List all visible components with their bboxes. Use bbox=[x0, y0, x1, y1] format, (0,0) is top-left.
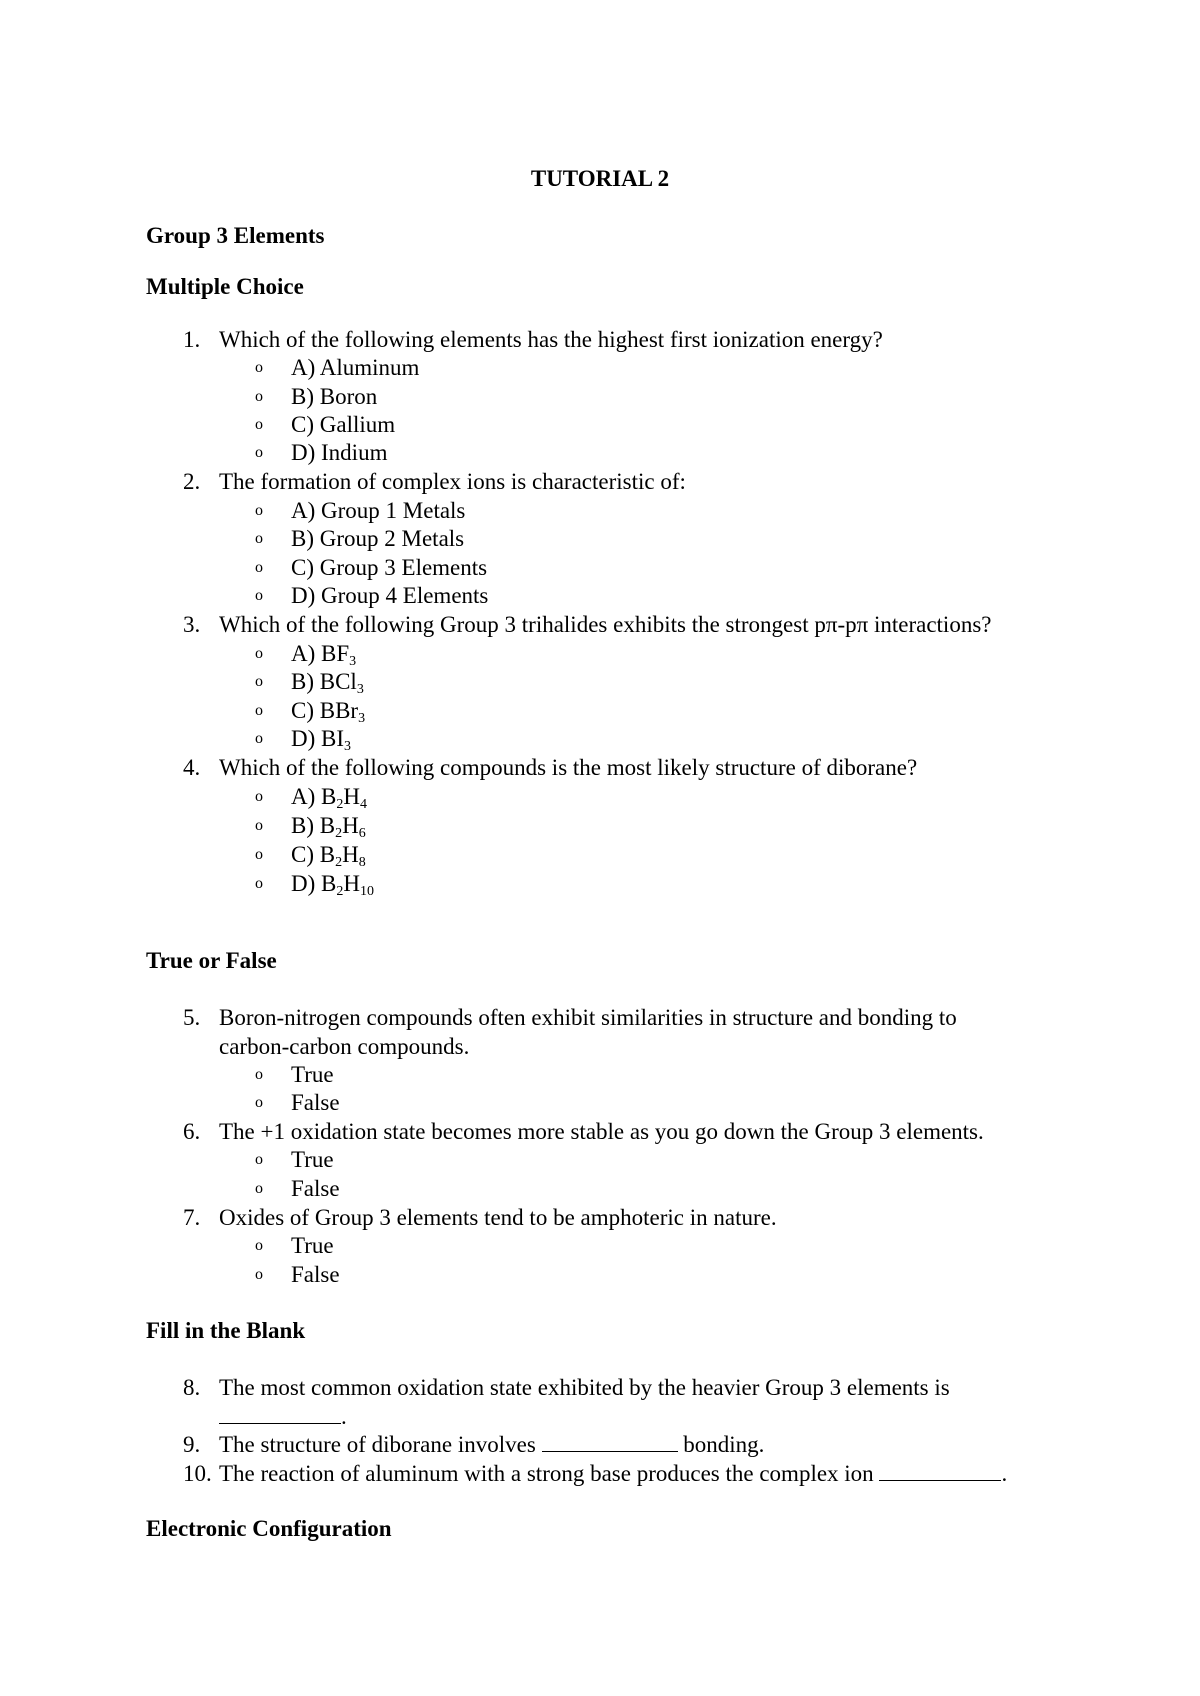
question-10 bbox=[183, 1460, 1083, 1489]
question-number: 1. bbox=[183, 327, 201, 352]
bullet-icon: o bbox=[255, 1237, 263, 1254]
option-4b[interactable]: o B) $B_2H_6$ bbox=[255, 813, 366, 841]
answer-blank[interactable] bbox=[879, 1479, 1001, 1481]
option-1b[interactable]: o B) Boron bbox=[255, 383, 377, 412]
bullet-icon: o bbox=[255, 559, 263, 576]
bullet-icon: o bbox=[255, 444, 263, 461]
question-number: 5. bbox=[183, 1005, 201, 1030]
bullet-icon: o bbox=[255, 875, 263, 892]
bullet-icon: o bbox=[255, 673, 263, 690]
bullet-icon: o bbox=[255, 1266, 263, 1283]
option-3a[interactable]: o A) $BF_3$ bbox=[255, 641, 357, 669]
true-false-heading: True or False bbox=[146, 948, 277, 973]
bullet-icon: o bbox=[255, 587, 263, 604]
option-1c[interactable]: o C) Gallium bbox=[255, 411, 395, 440]
option-7-false[interactable]: o False bbox=[255, 1261, 340, 1290]
question-text: The +1 oxidation state becomes more stable as you go down the Group 3 elements. bbox=[219, 1119, 984, 1144]
question-text: Boron-nitrogen compounds often exhibit similarities in structure and bonding to carbon-carbon compounds. bbox=[219, 1005, 957, 1059]
option-6-true[interactable]: o True bbox=[255, 1146, 334, 1175]
question-text: The reaction of aluminum with a strong base produces the complex ion . bbox=[219, 1461, 1008, 1486]
bullet-icon: o bbox=[255, 846, 263, 863]
question-6 bbox=[183, 1118, 1043, 1147]
option-4c[interactable]: o C) $B_2H_8$ bbox=[255, 842, 366, 870]
bullet-icon: o bbox=[255, 645, 263, 662]
question-text: Which of the following Group 3 trihalides exhibits the strongest pπ-pπ interactions? bbox=[219, 612, 992, 637]
option-2b[interactable]: o B) Group 2 Metals bbox=[255, 525, 464, 554]
bullet-icon: o bbox=[255, 817, 263, 834]
bullet-icon: o bbox=[255, 502, 263, 519]
bullet-icon: o bbox=[255, 359, 263, 376]
question-number: 6. bbox=[183, 1119, 201, 1144]
answer-blank[interactable] bbox=[219, 1422, 341, 1424]
bullet-icon: o bbox=[255, 702, 263, 719]
bullet-icon: o bbox=[255, 416, 263, 433]
question-1 bbox=[183, 326, 1043, 355]
option-2c[interactable]: o C) Group 3 Elements bbox=[255, 554, 487, 583]
question-number: 10. bbox=[183, 1461, 212, 1486]
option-1d[interactable]: o D) Indium bbox=[255, 439, 387, 468]
question-text: Which of the following elements has the highest first ionization energy? bbox=[219, 327, 883, 352]
option-5-false[interactable]: o False bbox=[255, 1089, 340, 1118]
option-2a[interactable]: o A) Group 1 Metals bbox=[255, 497, 465, 526]
question-9 bbox=[183, 1431, 1043, 1460]
answer-blank[interactable] bbox=[542, 1450, 678, 1452]
question-number: 8. bbox=[183, 1375, 201, 1400]
bullet-icon: o bbox=[255, 788, 263, 805]
document-title: TUTORIAL 2 bbox=[530, 166, 670, 191]
question-4 bbox=[183, 754, 1043, 783]
bullet-icon: o bbox=[255, 1094, 263, 1111]
fill-blank-heading: Fill in the Blank bbox=[146, 1318, 306, 1343]
option-3b[interactable]: o B) BCl$_3$ bbox=[255, 669, 364, 697]
option-6-false[interactable]: o False bbox=[255, 1175, 340, 1204]
question-text: The formation of complex ions is characteristic of: bbox=[219, 469, 686, 494]
option-1a[interactable]: o A) Aluminum bbox=[255, 354, 419, 383]
section-title: Group 3 Elements bbox=[146, 223, 325, 248]
question-3 bbox=[183, 611, 1043, 640]
question-5 bbox=[183, 1004, 1043, 1061]
question-number: 9. bbox=[183, 1432, 201, 1457]
option-7-true[interactable]: o True bbox=[255, 1232, 334, 1261]
option-4a[interactable]: o A) $B_2H_4$ bbox=[255, 784, 367, 812]
question-8 bbox=[183, 1374, 1043, 1431]
question-text: The most common oxidation state exhibited by the heavier Group 3 elements is . bbox=[219, 1375, 950, 1429]
option-3c[interactable]: o C) BBr$_3$ bbox=[255, 698, 366, 726]
question-number: 7. bbox=[183, 1205, 201, 1230]
bullet-icon: o bbox=[255, 730, 263, 747]
question-number: 3. bbox=[183, 612, 201, 637]
question-text: Which of the following compounds is the most likely structure of diborane? bbox=[219, 755, 918, 780]
bullet-icon: o bbox=[255, 1066, 263, 1083]
question-number: 4. bbox=[183, 755, 201, 780]
question-text: The structure of diborane involves bonding. bbox=[219, 1432, 765, 1457]
multiple-choice-heading: Multiple Choice bbox=[146, 274, 304, 299]
question-7 bbox=[183, 1204, 1043, 1233]
question-number: 2. bbox=[183, 469, 201, 494]
question-text: Oxides of Group 3 elements tend to be amphoteric in nature. bbox=[219, 1205, 777, 1230]
option-5-true[interactable]: o True bbox=[255, 1061, 334, 1090]
bullet-icon: o bbox=[255, 1180, 263, 1197]
question-2 bbox=[183, 468, 1043, 497]
electronic-configuration-heading: Electronic Configuration bbox=[146, 1516, 392, 1541]
option-4d[interactable]: o D) $B_2H_{10}$ bbox=[255, 871, 374, 899]
option-2d[interactable]: o D) Group 4 Elements bbox=[255, 582, 488, 611]
option-3d[interactable]: o D) $BI_3$ bbox=[255, 726, 352, 754]
bullet-icon: o bbox=[255, 1151, 263, 1168]
bullet-icon: o bbox=[255, 530, 263, 547]
bullet-icon: o bbox=[255, 388, 263, 405]
